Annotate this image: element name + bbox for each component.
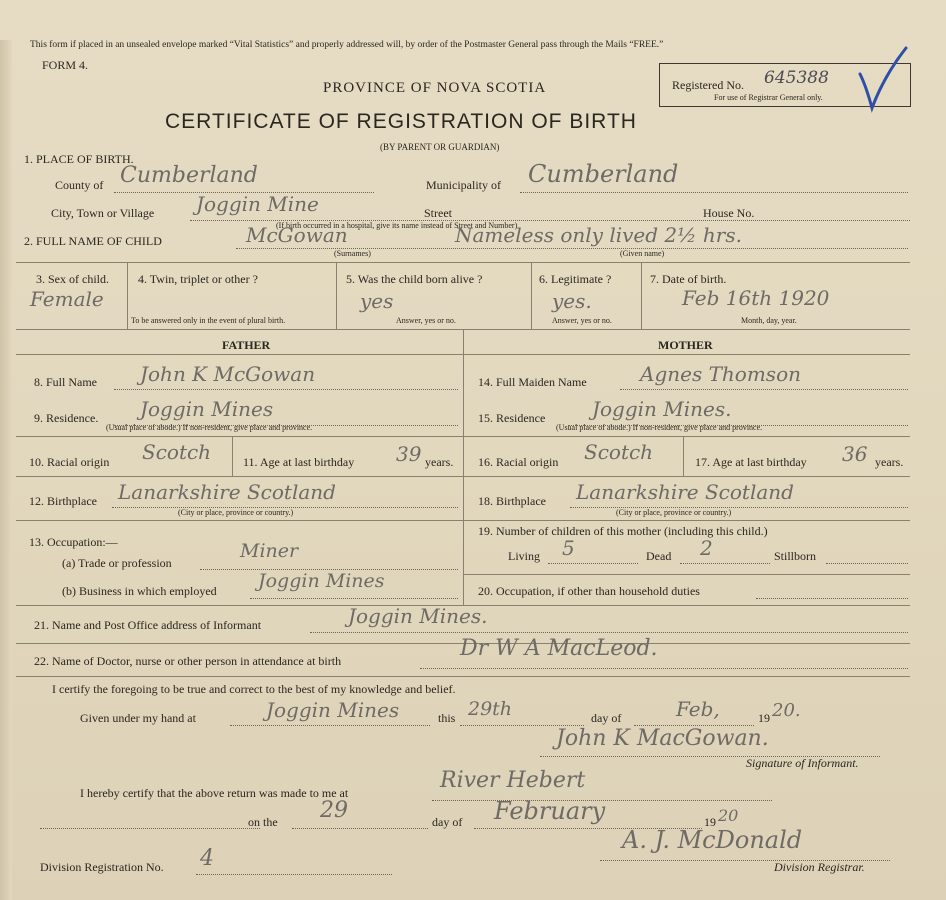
sex-label: 3. Sex of child. bbox=[36, 272, 109, 286]
dead-label: Dead bbox=[646, 549, 672, 563]
twin-label: 4. Twin, triplet or other ? bbox=[138, 272, 258, 286]
given-under-label: Given under my hand at bbox=[80, 711, 196, 725]
father-racial-value: Scotch bbox=[142, 440, 212, 464]
mother-years: years. bbox=[875, 455, 904, 469]
day-of-label-2: day of bbox=[432, 815, 463, 829]
mother-name-value: Agnes Thomson bbox=[640, 362, 801, 386]
center-divider bbox=[463, 329, 464, 605]
trade-label: (a) Trade or profession bbox=[62, 556, 172, 570]
doctor-value: Dr W A MacLeod. bbox=[460, 636, 658, 661]
business-value: Joggin Mines bbox=[258, 570, 385, 592]
this-label: this bbox=[438, 711, 456, 725]
registrar-only-note: For use of Registrar General only. bbox=[714, 93, 823, 102]
born-alive-value: yes bbox=[360, 289, 394, 313]
street-note: (If birth occurred in a hospital, give its name instead of Street and Number) bbox=[276, 221, 518, 230]
informant-signature-label: Signature of Informant. bbox=[746, 756, 859, 770]
dead-line bbox=[680, 563, 770, 564]
sex-value: Female bbox=[30, 287, 104, 311]
dob-label: 7. Date of birth. bbox=[650, 272, 727, 286]
year-prefix: 19 bbox=[758, 711, 770, 725]
father-occupation-label: 13. Occupation:— bbox=[29, 535, 118, 549]
mother-occupation-line bbox=[756, 598, 908, 599]
business-label: (b) Business in which employed bbox=[62, 584, 217, 598]
row-divider bbox=[16, 436, 463, 437]
col-divider bbox=[127, 262, 128, 329]
dob-value: Feb 16th 1920 bbox=[682, 286, 830, 310]
on-day-value: 29 bbox=[320, 798, 348, 823]
father-years: years. bbox=[425, 455, 454, 469]
mother-birthplace-value: Lanarkshire Scotland bbox=[576, 480, 794, 504]
mother-racial-value: Scotch bbox=[584, 440, 654, 464]
postal-notice: This form if placed in an unsealed envelope marked “Vital Statistics” and properly addressed will, by order of the Postmaster General pass through the Mails “FREE.” bbox=[30, 40, 664, 50]
registered-label: Registered No. bbox=[672, 78, 744, 92]
certificate-title: CERTIFICATE OF REGISTRATION OF BIRTH bbox=[165, 110, 637, 133]
living-line bbox=[548, 563, 638, 564]
day-value: 29th bbox=[468, 698, 513, 720]
row-divider bbox=[463, 520, 910, 521]
dob-note: Month, day, year. bbox=[741, 316, 797, 325]
house-label: House No. bbox=[703, 206, 755, 220]
on-month-value: February bbox=[494, 797, 606, 825]
mother-residence-note: (Usual place of abode.) If non-resident, give place and province. bbox=[556, 423, 763, 432]
father-heading: FATHER bbox=[222, 338, 271, 352]
given-name-note: (Given name) bbox=[620, 249, 665, 258]
row-divider bbox=[16, 262, 910, 263]
child-surname-value: McGowan bbox=[246, 223, 348, 247]
on-the-label: on the bbox=[248, 815, 278, 829]
registrar-signature: A. J. McDonald bbox=[622, 826, 803, 854]
registrar-label: Division Registrar. bbox=[774, 860, 865, 874]
division-value: 4 bbox=[200, 846, 214, 871]
mother-racial-label: 16. Racial origin bbox=[478, 455, 559, 469]
row-divider bbox=[463, 574, 910, 575]
legitimate-label: 6. Legitimate ? bbox=[539, 272, 612, 286]
father-residence-label: 9. Residence. bbox=[34, 411, 99, 425]
municipality-line bbox=[520, 192, 908, 193]
father-birthplace-value: Lanarkshire Scotland bbox=[118, 480, 336, 504]
doctor-line bbox=[420, 668, 908, 669]
children-count-label: 19. Number of children of this mother (including this child.) bbox=[478, 524, 768, 538]
row-divider bbox=[16, 354, 910, 355]
father-birthplace-note: (City or place, province or country.) bbox=[178, 508, 294, 517]
on-day-line bbox=[292, 828, 428, 829]
on-year-prefix: 19 bbox=[704, 815, 716, 829]
return-place-value: River Hebert bbox=[440, 768, 586, 793]
row-divider bbox=[16, 520, 463, 521]
on-lead-line bbox=[40, 828, 260, 829]
trade-value: Miner bbox=[240, 540, 299, 562]
col-divider bbox=[683, 436, 684, 476]
col-divider bbox=[531, 262, 532, 329]
stillborn-label: Stillborn bbox=[774, 549, 817, 563]
father-age-label: 11. Age at last birthday bbox=[243, 455, 355, 469]
child-name-label: 2. FULL NAME OF CHILD bbox=[24, 234, 162, 248]
mother-birthplace-label: 18. Birthplace bbox=[478, 494, 546, 508]
street-label: Street bbox=[424, 206, 452, 220]
division-label: Division Registration No. bbox=[40, 860, 164, 874]
father-residence-value: Joggin Mines bbox=[140, 397, 274, 421]
dead-value: 2 bbox=[700, 536, 713, 560]
twin-note: To be answered only in the event of plural birth. bbox=[131, 316, 286, 325]
father-name-value: John K McGowan bbox=[140, 362, 316, 386]
doctor-label: 22. Name of Doctor, nurse or other person in attendance at birth bbox=[34, 654, 342, 668]
county-label: County of bbox=[55, 178, 104, 192]
informant-label: 21. Name and Post Office address of Informant bbox=[34, 618, 262, 632]
municipality-value: Cumberland bbox=[528, 160, 679, 188]
place-of-birth-label: 1. PLACE OF BIRTH. bbox=[24, 152, 134, 166]
month-value: Feb, bbox=[676, 697, 720, 721]
given-place-line bbox=[230, 725, 430, 726]
stillborn-line bbox=[826, 563, 908, 564]
mother-age-label: 17. Age at last birthday bbox=[695, 455, 807, 469]
city-town-label: City, Town or Village bbox=[51, 206, 155, 220]
living-label: Living bbox=[508, 549, 540, 563]
certify-statement: I certify the foregoing to be true and correct to the best of my knowledge and belief. bbox=[52, 682, 456, 696]
city-town-value: Joggin Mine bbox=[196, 192, 319, 216]
father-name-label: 8. Full Name bbox=[34, 375, 97, 389]
informant-signature: John K MacGowan. bbox=[556, 726, 769, 751]
col-divider bbox=[336, 262, 337, 329]
municipality-label: Municipality of bbox=[426, 178, 501, 192]
return-label: I hereby certify that the above return was made to me at bbox=[80, 786, 349, 800]
row-divider bbox=[463, 476, 910, 477]
father-residence-note: (Usual place of abode.) If non-resident, give place and province. bbox=[106, 423, 313, 432]
row-divider bbox=[16, 476, 463, 477]
father-name-line bbox=[114, 389, 458, 390]
mother-name-line bbox=[620, 389, 908, 390]
informant-value: Joggin Mines. bbox=[348, 604, 488, 628]
row-divider bbox=[463, 436, 910, 437]
on-year-value: 20 bbox=[718, 806, 739, 825]
row-divider bbox=[16, 676, 910, 677]
checkmark-icon bbox=[854, 46, 914, 116]
father-age-value: 39 bbox=[396, 442, 422, 466]
business-line bbox=[250, 598, 458, 599]
legitimate-note: Answer, yes or no. bbox=[552, 316, 612, 325]
form-number: FORM 4. bbox=[42, 58, 89, 72]
father-birthplace-label: 12. Birthplace bbox=[29, 494, 97, 508]
born-alive-label: 5. Was the child born alive ? bbox=[346, 272, 483, 286]
child-given-value: Nameless only lived 2½ hrs. bbox=[455, 223, 742, 247]
father-racial-label: 10. Racial origin bbox=[29, 455, 110, 469]
mother-name-label: 14. Full Maiden Name bbox=[478, 375, 587, 389]
mother-heading: MOTHER bbox=[658, 338, 713, 352]
certificate-subtitle: (BY PARENT OR GUARDIAN) bbox=[380, 142, 500, 152]
county-value: Cumberland bbox=[120, 163, 258, 188]
mother-occupation-label: 20. Occupation, if other than household duties bbox=[478, 584, 700, 598]
province-title: PROVINCE OF NOVA SCOTIA bbox=[323, 80, 547, 96]
surname-note: (Surnames) bbox=[334, 249, 371, 258]
col-divider bbox=[641, 262, 642, 329]
year-value: 20. bbox=[772, 700, 801, 721]
col-divider bbox=[232, 436, 233, 476]
mother-age-value: 36 bbox=[842, 442, 868, 466]
day-of-label: day of bbox=[591, 711, 622, 725]
born-alive-note: Answer, yes or no. bbox=[396, 316, 456, 325]
informant-line bbox=[310, 632, 908, 633]
division-line bbox=[196, 874, 392, 875]
living-value: 5 bbox=[562, 536, 575, 560]
page-edge bbox=[0, 40, 12, 900]
registered-number: 645388 bbox=[764, 68, 829, 88]
mother-birthplace-note: (City or place, province or country.) bbox=[616, 508, 732, 517]
given-place-value: Joggin Mines bbox=[266, 698, 400, 722]
legitimate-value: yes. bbox=[552, 289, 592, 313]
mother-residence-label: 15. Residence bbox=[478, 411, 546, 425]
mother-residence-value: Joggin Mines. bbox=[592, 397, 732, 421]
